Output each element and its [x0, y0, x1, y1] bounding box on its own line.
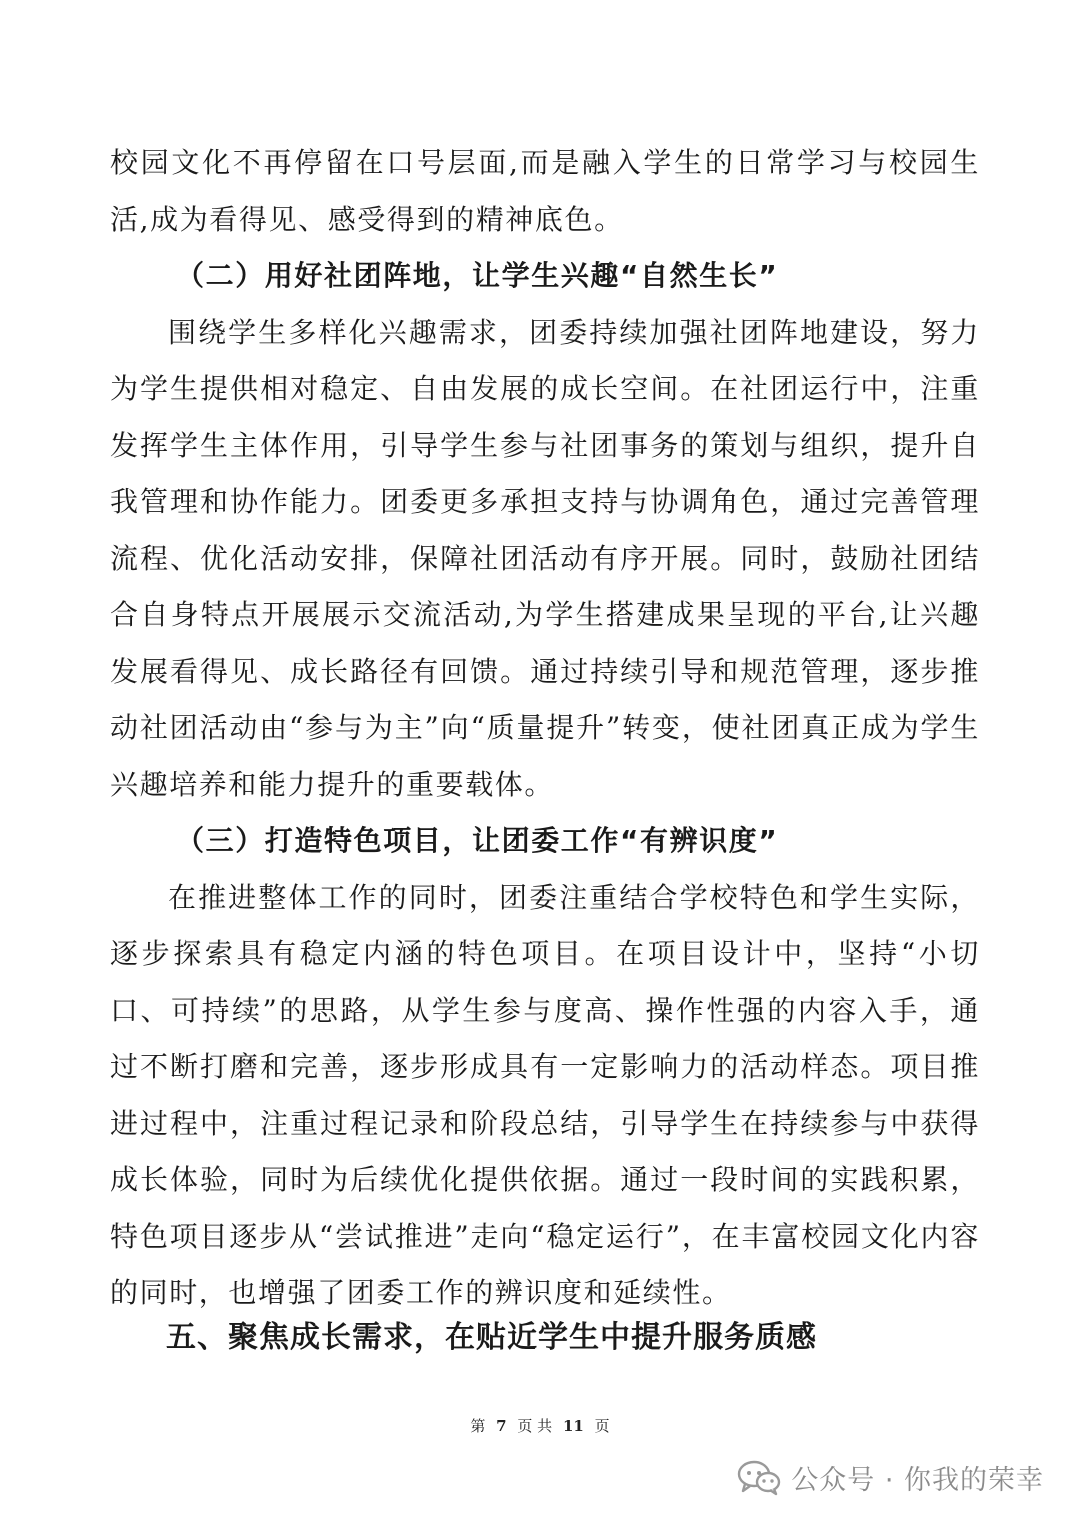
- footer-prefix: 第: [470, 1417, 486, 1435]
- wechat-icon: [737, 1460, 781, 1496]
- page-number-footer: [0, 1415, 1080, 1436]
- subheading-projects: （三）打造特色项目，让团委工作“有辨识度”: [176, 824, 779, 857]
- footer-page-number: 7: [496, 1417, 507, 1435]
- wechat-watermark: [737, 1458, 1044, 1497]
- section-heading-five: 五、聚焦成长需求，在贴近学生中提升服务质感: [166, 1320, 817, 1355]
- watermark-text: 公众号 · 你我的荣幸: [791, 1465, 1044, 1496]
- document-body: [110, 135, 980, 1322]
- footer-middle: 页 共: [517, 1417, 553, 1435]
- paragraph-campus-culture: 校园文化不再停留在口号层面,而是融入学生的日常学习与校园生活,成为看得见、感受得到的精神底色。: [110, 146, 980, 236]
- paragraph-clubs: 围绕学生多样化兴趣需求，团委持续加强社团阵地建设，努力为学生提供相对稳定、自由发展的成长空间。在社团运行中，注重发挥学生主体作用，引导学生参与社团事务的策划与组织，提升自我管理和协作能力。团委更多承担支持与协调角色，通过完善管理流程、优化活动安排，保障社团活动有序开展。同时，鼓励社团结合自身特点开展展示交流活动,为学生搭建成果呈现的平台,让兴趣发展看得见、成长路径有回馈。通过持续引导和规范管理，逐步推动社团活动由“参与为主”向“质量提升”转变，使社团真正成为学生兴趣培养和能力提升的重要载体。: [110, 315, 980, 801]
- footer-suffix: 页: [594, 1417, 610, 1435]
- subheading-clubs: （二）用好社团阵地，让学生兴趣“自然生长”: [176, 259, 779, 292]
- footer-total-pages: 11: [562, 1417, 584, 1435]
- paragraph-projects: 在推进整体工作的同时，团委注重结合学校特色和学生实际，逐步探索具有稳定内涵的特色项目。在项目设计中，坚持“小切口、可持续”的思路，从学生参与度高、操作性强的内容入手，通过不断打磨和完善，逐步形成具有一定影响力的活动样态。项目推进过程中，注重过程记录和阶段总结，引导学生在持续参与中获得成长体验，同时为后续优化提供依据。通过一段时间的实践积累，特色项目逐步从“尝试推进”走向“稳定运行”，在丰富校园文化内容的同时，也增强了团委工作的辨识度和延续性。: [110, 880, 980, 1309]
